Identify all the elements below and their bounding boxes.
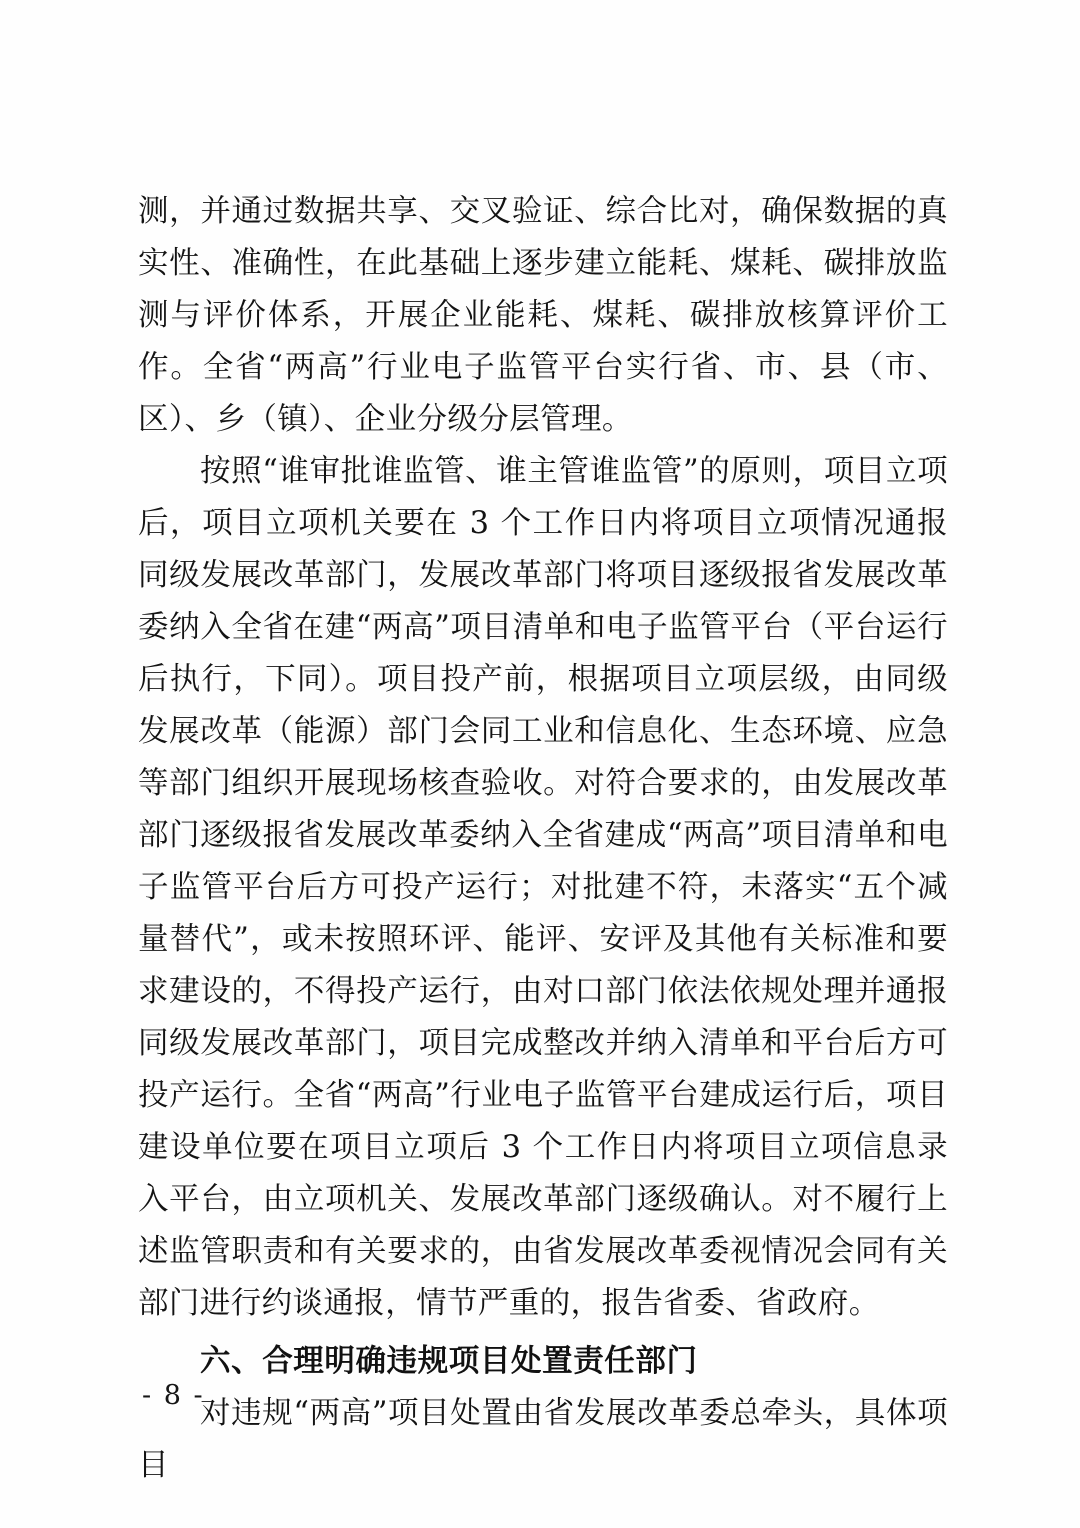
document-body — [138, 186, 948, 1492]
paragraph-2: 按照“谁审批谁监管、谁主管谁监管”的原则，项目立项后，项目立项机关要在 3 个工作日内将项目立项情况通报同级发展改革部门，发展改革部门将项目逐级报省发展改革委纳入全省在建“两高”项目清单和电子监管平台（平台运行后执行，下同）。项目投产前，根据项目立项层级，由同级发展改革（能源）部门会同工业和信息化、生态环境、应急等部门组织开展现场核查验收。对符合要求的，由发展改革部门逐级报省发展改革委纳入全省建成“两高”项目清单和电子监管平台后方可投产运行；对批建不符，未落实“五个减量替代”，或未按照环评、能评、安评及其他有关标准和要求建设的，不得投产运行，由对口部门依法依规处理并通报同级发展改革部门，项目完成整改并纳入清单和平台后方可投产运行。全省“两高”行业电子监管平台建成运行后，项目建设单位要在项目立项后 3 个工作日内将项目立项信息录入平台，由立项机关、发展改革部门逐级确认。对不履行上述监管职责和有关要求的，由省发展改革委视情况会同有关部门进行约谈通报，情节严重的，报告省委、省政府。 — [138, 454, 948, 1321]
page-number: - 8 - — [142, 1380, 205, 1411]
section-heading-six: 六、合理明确违规项目处置责任部门 — [200, 1344, 698, 1379]
paragraph-1: 测，并通过数据共享、交叉验证、综合比对，确保数据的真实性、准确性，在此基础上逐步建立能耗、煤耗、碳排放监测与评价体系，开展企业能耗、煤耗、碳排放核算评价工作。全省“两高”行业电子监管平台实行省、市、县（市、区）、乡（镇）、企业分级分层管理。 — [138, 194, 948, 437]
paragraph-3: 对违规“两高”项目处置由省发展改革委总牵头，具体项目 — [138, 1396, 948, 1483]
